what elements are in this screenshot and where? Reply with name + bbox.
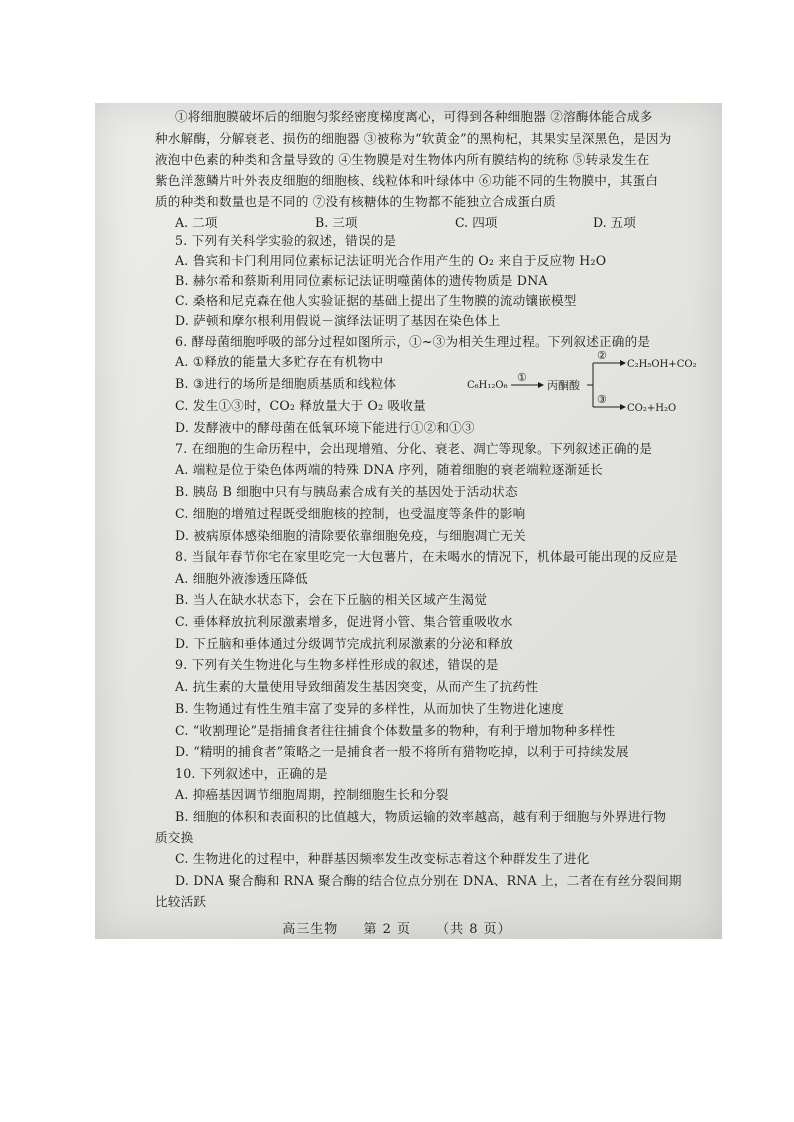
- q10-option-a[interactable]: A. 抑癌基因调节细胞周期，控制细胞生长和分裂: [175, 787, 449, 802]
- product-2-label: C₂H₅OH+CO₂: [627, 359, 697, 370]
- footer-subject: 高三生物: [282, 922, 339, 937]
- q8-option-a[interactable]: A. 细胞外液渗透压降低: [175, 571, 308, 586]
- q5-option-c[interactable]: C. 桑格和尼克森在他人实验证据的基础上提出了生物膜的流动镶嵌模型: [175, 293, 577, 308]
- q9-stem: 9. 下列有关生物进化与生物多样性形成的叙述，错误的是: [175, 657, 499, 672]
- q10-option-b-line-2: 质交换: [155, 830, 194, 845]
- q7-option-b[interactable]: B. 胰岛 B 细胞中只有与胰岛素合成有关的基因处于活动状态: [175, 484, 518, 499]
- q7-option-a[interactable]: A. 端粒是位于染色体两端的特殊 DNA 序列，随着细胞的衰老端粒逐渐延长: [175, 462, 603, 477]
- step-1-label: ①: [517, 371, 527, 384]
- q8-option-b[interactable]: B. 当人在缺水状态下，会在下丘脑的相关区域产生渴觉: [175, 592, 488, 607]
- q10-option-d-line-1[interactable]: D. DNA 聚合酶和 RNA 聚合酶的结合位点分别在 DNA、RNA 上，二者在有丝分裂间期: [175, 873, 682, 888]
- q7-option-c[interactable]: C. 细胞的增殖过程既受细胞核的控制，也受温度等条件的影响: [175, 506, 526, 521]
- q8-stem: 8. 当鼠年春节你宅在家里吃完一大包薯片，在未喝水的情况下，机体最可能出现的反应是: [175, 549, 678, 564]
- substrate-label: C₆H₁₂O₆: [467, 380, 508, 391]
- q4-option-c[interactable]: C. 四项: [455, 215, 498, 230]
- q6-stem: 6. 酵母菌细胞呼吸的部分过程如图所示，①~③为相关生理过程。下列叙述正确的是: [175, 334, 651, 349]
- q4-option-d[interactable]: D. 五项: [593, 215, 636, 230]
- footer-page-number: 第 2 页: [363, 922, 411, 937]
- q4-option-b[interactable]: B. 三项: [315, 215, 358, 230]
- q4-option-a[interactable]: A. 二项: [175, 215, 218, 230]
- intro-line-2: 种水解酶，分解衰老、损伤的细胞器 ③被称为“软黄金”的黑枸杞，其果实呈深黑色，是因为: [155, 131, 672, 146]
- intro-line-1: ①将细胞膜破坏后的细胞匀浆经密度梯度离心，可得到各种细胞器 ②溶酶体能合成多: [175, 109, 653, 124]
- footer-total-pages: （共 8 页）: [436, 922, 512, 937]
- q9-option-d[interactable]: D. “精明的捕食者”策略之一是捕食者一般不将所有猎物吃掉，以利于可持续发展: [175, 744, 629, 759]
- q7-option-d[interactable]: D. 被病原体感染细胞的清除要依靠细胞免疫，与细胞凋亡无关: [175, 528, 526, 543]
- q9-option-c[interactable]: C. “收割理论”是指捕食者往往捕食个体数量多的物种，有利于增加物种多样性: [175, 723, 616, 738]
- q10-option-b-line-1[interactable]: B. 细胞的体积和表面积的比值越大，物质运输的效率越高，越有利于细胞与外界进行物: [175, 809, 667, 824]
- q6-option-b[interactable]: B. ③进行的场所是细胞质基质和线粒体: [175, 376, 397, 391]
- q6-option-d[interactable]: D. 发酵液中的酵母菌在低氧环境下能进行①②和①③: [175, 420, 475, 435]
- q6-option-c[interactable]: C. 发生①③时，CO₂ 释放量大于 O₂ 吸收量: [175, 398, 426, 413]
- q9-option-b[interactable]: B. 生物通过有性生殖丰富了变异的多样性，从而加快了生物进化速度: [175, 701, 564, 716]
- step-2-label: ②: [597, 349, 607, 362]
- q9-option-a[interactable]: A. 抗生素的大量使用导致细菌发生基因突变，从而产生了抗药性: [175, 679, 539, 694]
- q10-option-c[interactable]: C. 生物进化的过程中，种群基因频率发生改变标志着这个种群发生了进化: [175, 851, 590, 866]
- q8-option-d[interactable]: D. 下丘脑和垂体通过分级调节完成抗利尿激素的分泌和释放: [175, 636, 514, 651]
- q5-option-d[interactable]: D. 萨顿和摩尔根利用假说－演绎法证明了基因在染色体上: [175, 313, 501, 328]
- intermediate-label: 丙酮酸: [547, 379, 580, 392]
- arrowhead-1: [538, 382, 544, 388]
- respiration-diagram: [465, 345, 715, 425]
- q5-option-b[interactable]: B. 赫尔希和蔡斯利用同位素标记法证明噬菌体的遗传物质是 DNA: [175, 273, 548, 288]
- q5-option-a[interactable]: A. 鲁宾和卡门利用同位素标记法证明光合作用产生的 O₂ 来自于反应物 H₂O: [175, 253, 607, 268]
- q4-options: [175, 212, 695, 228]
- arrowhead-3: [620, 404, 626, 410]
- q5-stem: 5. 下列有关科学实验的叙述，错误的是: [175, 233, 397, 248]
- intro-line-5: 质的种类和数量也是不同的 ⑦没有核糖体的生物都不能独立合成蛋白质: [155, 194, 556, 209]
- q10-stem: 10. 下列叙述中，正确的是: [175, 766, 328, 781]
- product-3-label: CO₂+H₂O: [627, 403, 677, 414]
- step-3-label: ③: [597, 393, 607, 406]
- q6-option-a[interactable]: A. ①释放的能量大多贮存在有机物中: [175, 354, 384, 369]
- intro-line-3: 液泡中色素的种类和含量导致的 ④生物膜是对生物体内所有膜结构的统称 ⑤转录发生在: [155, 152, 650, 167]
- q8-option-c[interactable]: C. 垂体释放抗利尿激素增多，促进肾小管、集合管重吸收水: [175, 614, 513, 629]
- intro-line-4: 紫色洋葱鳞片叶外表皮细胞的细胞核、线粒体和叶绿体中 ⑥功能不同的生物膜中，其蛋白: [155, 173, 659, 188]
- q7-stem: 7. 在细胞的生命历程中，会出现增殖、分化、衰老、凋亡等现象。下列叙述正确的是: [175, 441, 653, 456]
- q10-option-d-line-2: 比较活跃: [155, 894, 207, 909]
- arrowhead-2: [620, 360, 626, 366]
- page-footer: [0, 918, 794, 937]
